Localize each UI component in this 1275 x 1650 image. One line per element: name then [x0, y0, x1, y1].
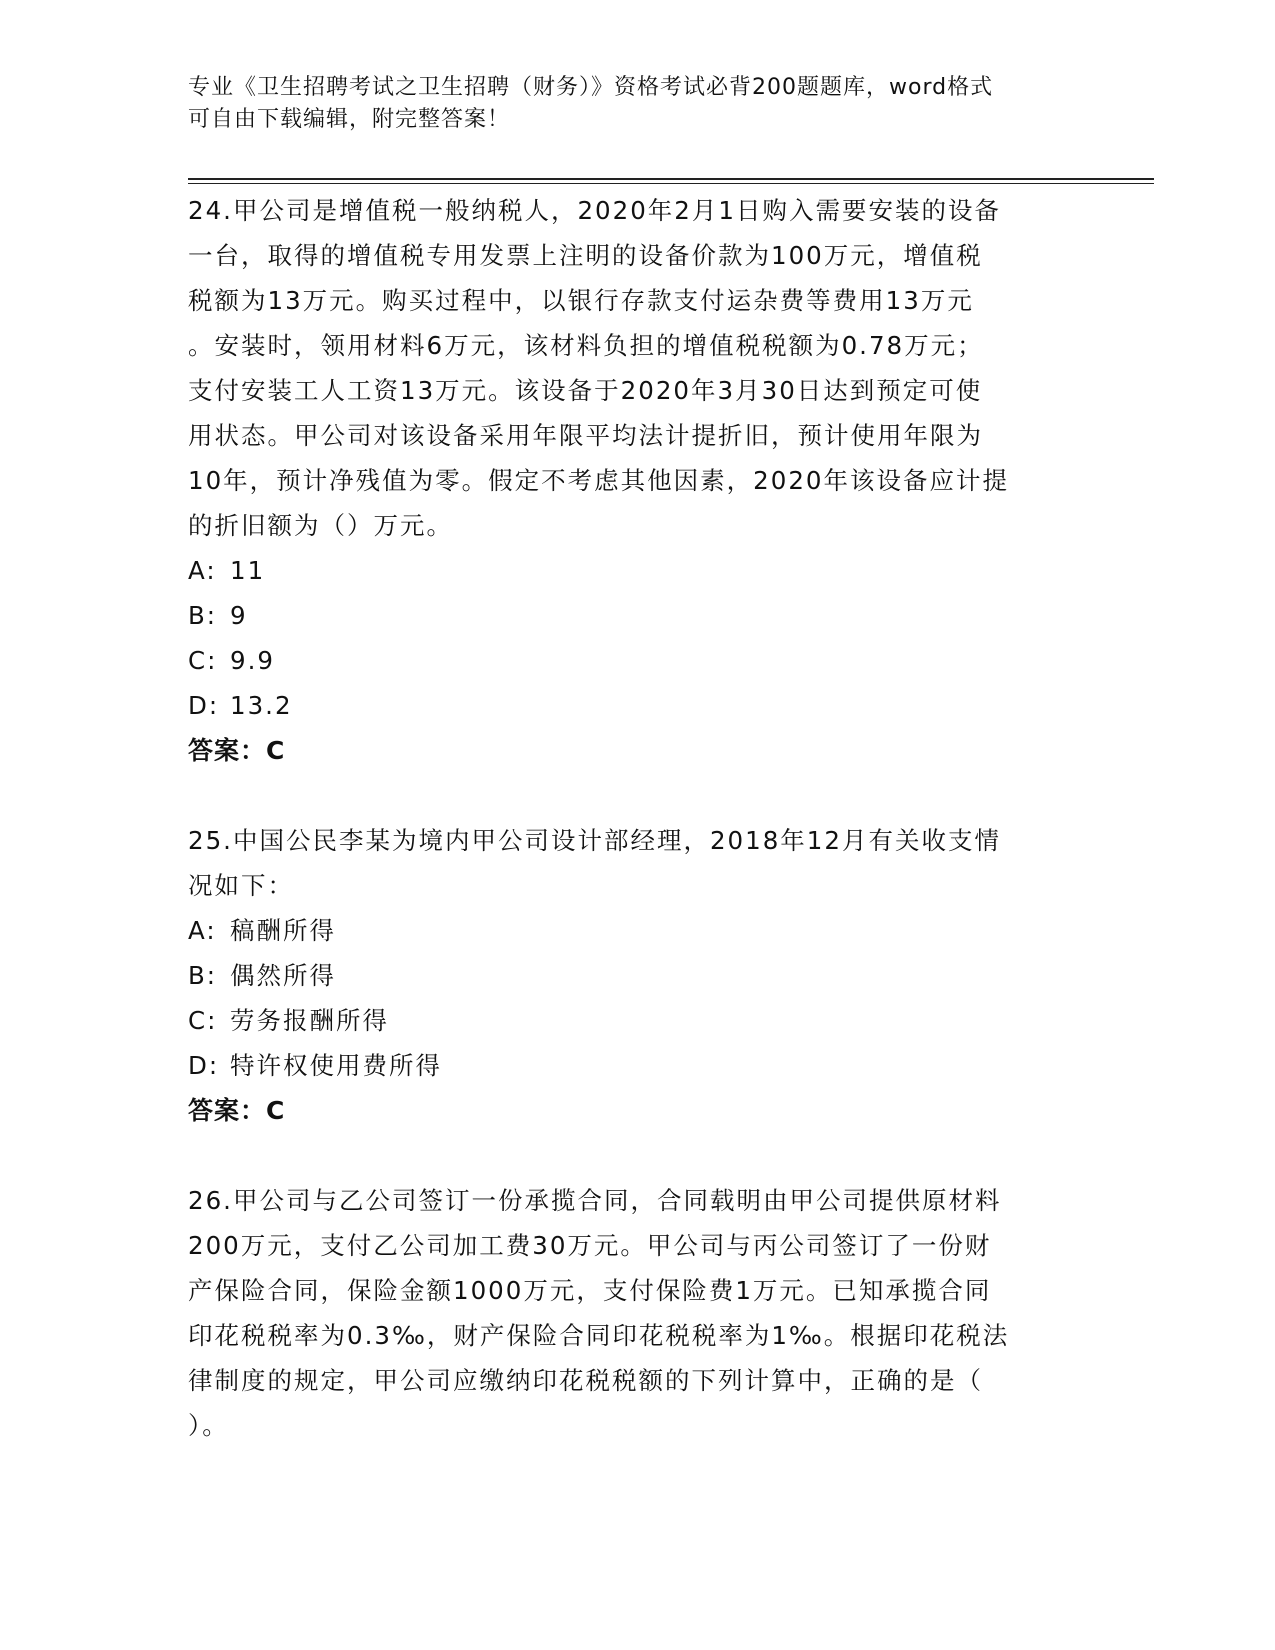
option-text: 稿酬所得 — [230, 916, 336, 945]
option-a — [188, 548, 1088, 593]
question-24 — [188, 188, 1088, 773]
question-stem-line: 印花税税率为0.3‰，财产保险合同印花税税率为1‰。根据印花税法 — [188, 1321, 1010, 1350]
question-stem-line: 25.中国公民李某为境内甲公司设计部经理，2018年12月有关收支情 — [188, 826, 1001, 855]
question-stem-line: ）。 — [188, 1411, 229, 1440]
option-key: D: — [188, 691, 220, 720]
header-divider-thin — [188, 183, 1154, 184]
answer-line: 答案：C — [188, 736, 286, 765]
header-divider — [188, 178, 1154, 180]
option-text: 偶然所得 — [230, 961, 336, 990]
question-stem-line: 10年，预计净残值为零。假定不考虑其他因素，2020年该设备应计提 — [188, 466, 1010, 495]
option-text: 9 — [230, 601, 248, 630]
question-25 — [188, 818, 1088, 1133]
question-stem-line: 24.甲公司是增值税一般纳税人，2020年2月1日购入需要安装的设备 — [188, 196, 1001, 225]
header-line-1: 专业《卫生招聘考试之卫生招聘（财务）》资格考试必背200题题库，word格式 — [188, 75, 994, 100]
question-stem-line: 。安装时，领用材料6万元，该材料负担的增值税税额为0.78万元； — [188, 331, 984, 360]
question-stem-line: 26.甲公司与乙公司签订一份承揽合同，合同载明由甲公司提供原材料 — [188, 1186, 1002, 1215]
option-key: C: — [188, 1006, 218, 1035]
option-key: C: — [188, 646, 218, 675]
option-b — [188, 593, 1088, 638]
question-stem-line: 税额为13万元。购买过程中，以银行存款支付运杂费等费用13万元 — [188, 286, 974, 315]
header-line-2: 可自由下载编辑，附完整答案！ — [188, 107, 511, 132]
option-text: 11 — [230, 556, 266, 585]
spacer — [188, 773, 1088, 818]
option-text: 9.9 — [230, 646, 275, 675]
question-stem-line: 况如下： — [188, 871, 294, 900]
option-d — [188, 683, 1088, 728]
option-c — [188, 638, 1088, 683]
question-stem-line: 一台，取得的增值税专用发票上注明的设备价款为100万元，增值税 — [188, 241, 983, 270]
question-stem-line: 的折旧额为（）万元。 — [188, 511, 453, 540]
question-list — [188, 188, 1088, 1448]
question-stem-line: 支付安装工人工资13万元。该设备于2020年3月30日达到预定可使 — [188, 376, 983, 405]
question-26 — [188, 1178, 1088, 1448]
question-stem-line: 律制度的规定，甲公司应缴纳印花税税额的下列计算中，正确的是（ — [188, 1366, 983, 1395]
option-text: 13.2 — [230, 691, 293, 720]
option-d — [188, 1043, 1088, 1088]
option-key: B: — [188, 961, 218, 990]
option-a — [188, 908, 1088, 953]
spacer — [188, 1133, 1088, 1178]
answer-line: 答案：C — [188, 1096, 286, 1125]
option-b — [188, 953, 1088, 998]
question-stem-line: 200万元，支付乙公司加工费30万元。甲公司与丙公司签订了一份财 — [188, 1231, 992, 1260]
option-key: A: — [188, 916, 217, 945]
question-stem-line: 用状态。甲公司对该设备采用年限平均法计提折旧，预计使用年限为 — [188, 421, 983, 450]
option-key: D: — [188, 1051, 220, 1080]
question-stem-line: 产保险合同，保险金额1000万元，支付保险费1万元。已知承揽合同 — [188, 1276, 992, 1305]
option-c — [188, 998, 1088, 1043]
option-key: A: — [188, 556, 217, 585]
document-header — [188, 72, 1068, 136]
option-text: 特许权使用费所得 — [230, 1051, 442, 1080]
option-text: 劳务报酬所得 — [230, 1006, 389, 1035]
option-key: B: — [188, 601, 218, 630]
